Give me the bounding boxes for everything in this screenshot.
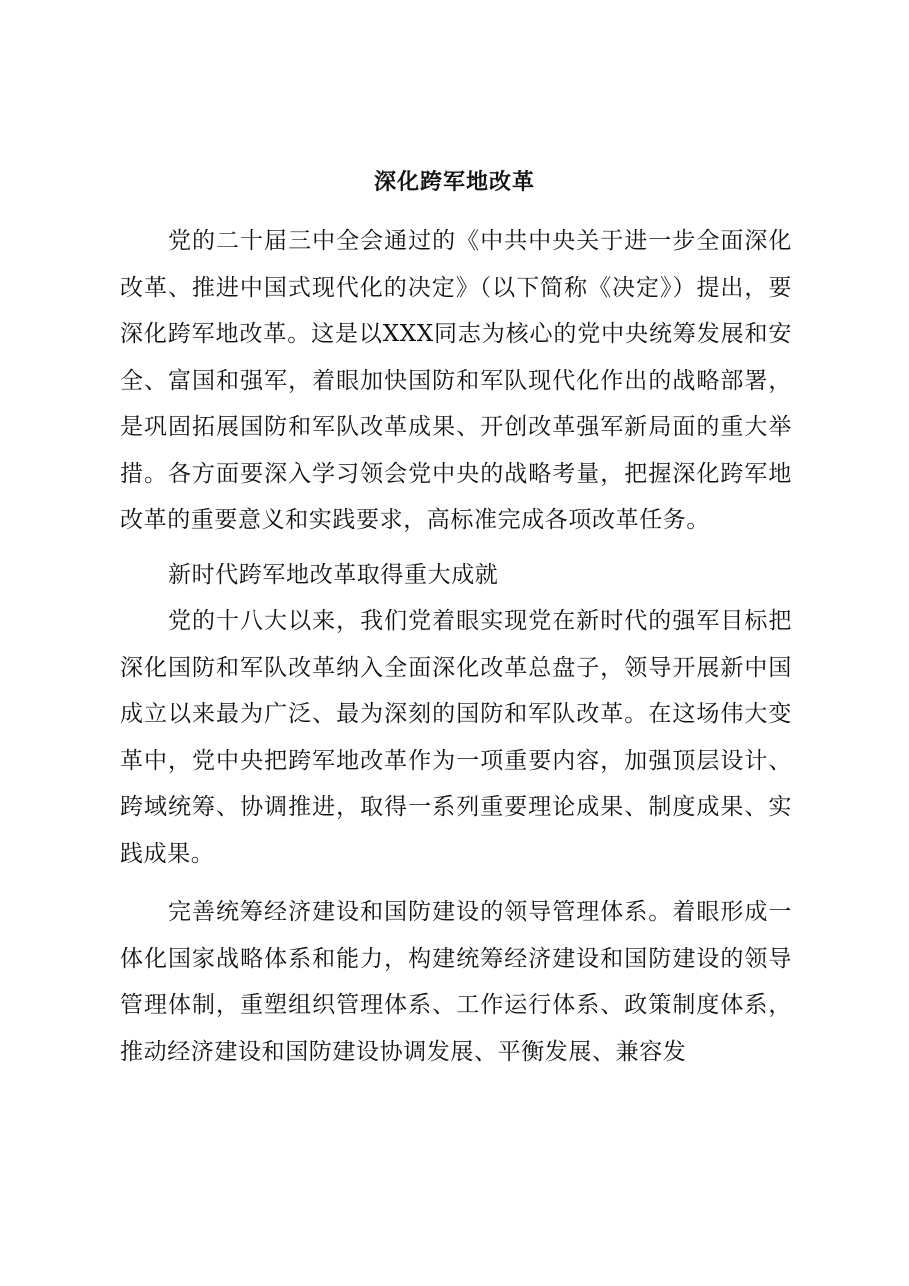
document-body [120,218,792,1075]
paragraph-leadership-system: 完善统筹经济建设和国防建设的领导管理体系。着眼形成一体化国家战略体系和能力，构建统筹经济建设和国防建设的领导管理体制，重塑组织管理体系、工作运行体系、政策制度体系，推动经济建设和国防建设协调发展、平衡发展、兼容发 [120,899,792,1065]
document-title: 深化跨军地改革 [373,169,535,195]
section-heading: 新时代跨军地改革取得重大成就 [168,561,499,588]
paragraph-achievements: 党的十八大以来，我们党着眼实现党在新时代的强军目标把深化国防和军队改革纳入全面深化改革总盘子，领导开展新中国成立以来最为广泛、最为深刻的国防和军队改革。在这场伟大变革中，党中央把跨军地改革作为一项重要内容，加强顶层设计、跨域统筹、协调推进，取得一系列重要理论成果、制度成果、实践成果。 [120,608,792,867]
paragraph-gap [120,877,792,889]
paragraph-intro: 党的二十届三中全会通过的《中共中央关于进一步全面深化改革、推进中国式现代化的决定》（以下简称《决定》）提出，要深化跨军地改革。这是以XXX同志为核心的党中央统筹发展和安全、富国和强军，着眼加快国防和军队现代化作出的战略部署，是巩固拓展国防和军队改革成果、开创改革强军新局面的重大举措。各方面要深入学习领会党中央的战略考量，把握深化跨军地改革的重要意义和实践要求，高标准完成各项改革任务。 [120,228,792,533]
